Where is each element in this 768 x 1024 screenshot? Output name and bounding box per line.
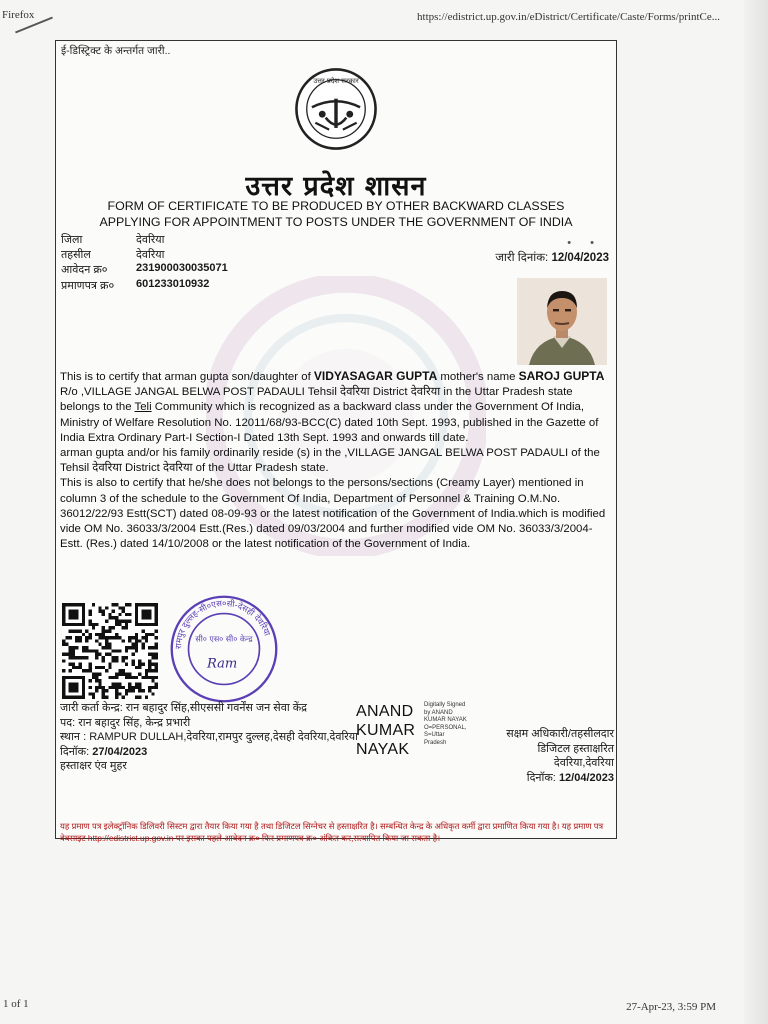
emblem-text: उत्तर प्रदेश सरकार <box>313 77 359 86</box>
body-text-segment: R/o ,VILLAGE JANGAL BELWA POST PADAULI Tehsil देवरिया District देवरिया in the Uttar Pradesh state belongs to the <box>60 386 573 414</box>
decorative-dots: • • <box>567 237 602 249</box>
signature-detail-line: O=PERSONAL, <box>424 724 467 731</box>
page-edge-shadow <box>744 0 768 1024</box>
issuing-center-post: पद: रान बहादुर सिंह, केन्द्र प्रभारी <box>60 716 191 729</box>
issuing-center-date <box>60 745 360 760</box>
body-text-segment: mother's name <box>437 371 519 383</box>
district-label: जिला <box>61 234 83 246</box>
district-value: देवरिया <box>136 234 165 246</box>
digital-signer-name <box>356 702 415 759</box>
form-title-line2: APPLYING FOR APPOINTMENT TO POSTS UNDER THE GOVERNMENT OF INDIA <box>99 215 573 229</box>
competent-officer <box>486 727 614 785</box>
certificate-number-label: प्रमाणपत्र क्र० <box>61 280 115 292</box>
body-text-segment: Community which is recognized as a backward class under the Government Of India, Ministry of Welfare Resolution No. 12011/68/93-BCC(C) dated 10th Sept. 1993, published in the Gazette of India Extra Ordinary Part-I Section-I Dated 13th Sept. 1993 and onwards till date. <box>60 401 599 444</box>
up-government-emblem <box>293 66 379 152</box>
government-title: उत्तर प्रदेश शासन <box>245 171 427 202</box>
signature-detail-line: S=Uttar <box>424 732 445 738</box>
mother-name: SAROJ GUPTA <box>518 369 605 383</box>
application-number-value: 231900030035071 <box>136 262 228 274</box>
applicant-photo <box>517 278 607 365</box>
officer-date <box>486 771 614 786</box>
signature-detail-line: Digitally Signed <box>424 702 466 708</box>
community-name: Teli <box>134 401 152 414</box>
form-title <box>66 198 606 230</box>
body-text-segment: This is to certify that arman gupta son/daughter of <box>60 371 314 383</box>
form-title-line1: FORM OF CERTIFICATE TO BE PRODUCED BY OTHER BACKWARD CLASSES <box>107 199 565 213</box>
verification-disclaimer: यह प्रमाण पत्र इलेक्ट्रॉनिक डिलिवरी सिस्टम द्वारा तैयार किया गया है तथा डिजिटल सिग्नेचर से हस्ताक्षरित है। सम्बन्धित केन्द्र के अधिकृत कर्मी द्वारा प्रमाणित किया गया है। यह प्रमाण पत्र वेबसाइट http://edistrict.up.gov.in पर इसका पहले आवेदन क्र० फिर प्रमाणपत्र क्र० अंकित कर,सत्यापित किया जा सकता है। <box>60 821 604 843</box>
application-number-label: आवेदन क्र० <box>61 264 108 276</box>
officer-place: देवरिया,देवरिया <box>553 757 614 769</box>
issue-date-value: 12/04/2023 <box>551 252 609 264</box>
issue-date-label: जारी दिनांक: <box>495 252 549 264</box>
issuing-center-place: स्थान : RAMPUR DULLAH,देवरिया,रामपुर दुल्लह,देसही देवरिया,देवरिया <box>60 731 359 743</box>
page-url: https://edistrict.up.gov.in/eDistrict/Certificate/Caste/Forms/printCe... <box>417 11 720 23</box>
issuing-date-value: 27/04/2023 <box>92 745 148 758</box>
certificate-number-value: 601233010932 <box>136 278 210 290</box>
father-name: VIDYASAGAR GUPTA <box>313 369 438 383</box>
print-timestamp: 27-Apr-23, 3:59 PM <box>626 1001 716 1013</box>
browser-name: Firefox <box>2 9 35 21</box>
signature-and-seal-label: हस्ताक्षर एंव मुहर <box>60 760 127 772</box>
body-paragraph-2: arman gupta and/or his family ordinarily reside (s) in the ,VILLAGE JANGAL BELWA POST PADAULI of the Tehsil देवरिया District देवरिया of the Uttar Pradesh state. <box>60 447 600 475</box>
csc-seal-stamp <box>168 593 280 705</box>
signer-name-line: ANAND <box>356 703 414 720</box>
seal-signature: Ram <box>206 656 238 672</box>
officer-sign-type: डिजिटल हस्ताक्षरित <box>537 742 614 755</box>
seal-inner-text: सी० एस० सी० केन्द्र <box>195 634 253 644</box>
officer-date-label: दिनॉक: <box>526 771 556 784</box>
digital-signature-details <box>424 702 484 747</box>
signature-detail-line: Pradesh <box>424 739 447 746</box>
issue-date <box>495 250 609 265</box>
tehsil-value: देवरिया <box>136 249 165 261</box>
officer-date-value: 12/04/2023 <box>558 771 614 784</box>
portal-note: ई-डिस्ट्रिक्ट के अन्तर्गत जारी.. <box>61 45 171 57</box>
officer-title: सक्षम अधिकारी/तहसीलदार <box>506 728 614 740</box>
certificate-body <box>60 369 612 552</box>
body-paragraph-1 <box>60 369 612 446</box>
tehsil-label: तहसील <box>61 249 91 261</box>
signer-name-line: NAYAK <box>356 741 410 758</box>
signer-name-line: KUMAR <box>356 722 416 739</box>
certificate <box>55 40 617 843</box>
signature-detail-line: by ANAND <box>424 709 453 716</box>
body-paragraph-3: This is also to certify that he/she does not belongs to the persons/sections (Creamy Layer) mentioned in column 3 of the schedule to the Government Of India, Department of Personnel & Training O.M.No. 36012/22/93 Estt(SCT) dated 08-09-93 or the latest notification of the Government of India.which is modified vide OM No. 36033/3/2004 Estt.(Res.) dated 09/03/2004 and further modified vide OM No. 36033/3/2004-Estt. (Res.) dated 14/10/2008 or the latest notification of the Government of India. <box>60 477 606 551</box>
issuing-center <box>60 701 360 774</box>
signature-detail-line: KUMAR NAYAK <box>424 717 467 723</box>
qr-code <box>62 603 158 699</box>
issuing-date-label: दिनॉक: <box>60 745 90 758</box>
issuing-center-name: जारी कर्ता केन्द्र: रान बहादुर सिंह,सीएससी गवर्नेंस जन सेवा केंद्र <box>60 702 308 714</box>
page-count: 1 of 1 <box>3 998 29 1010</box>
print-header <box>0 9 768 29</box>
seal-outer-text: रामपुर दुल्लह-सी०एस०सी-देसही देवरिया <box>172 598 273 650</box>
